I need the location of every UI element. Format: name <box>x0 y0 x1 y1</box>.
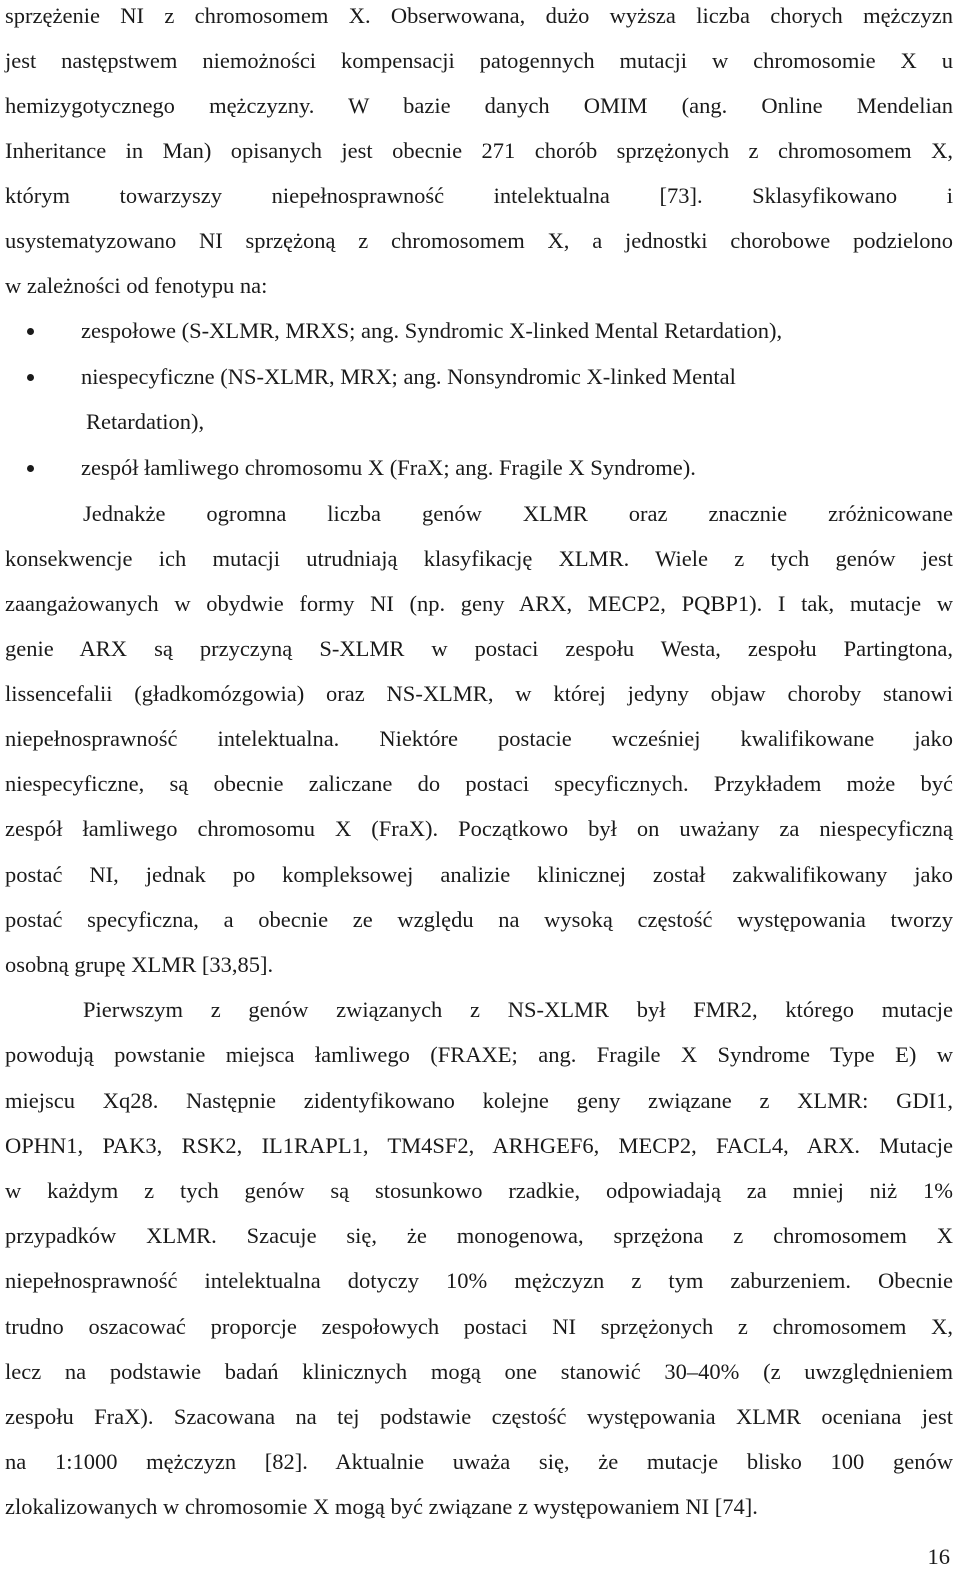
paragraph-1-line: Inheritance in Man) opisanych jest obecnie 271 chorób sprzężonych z chromosomem X, <box>5 138 953 163</box>
bullet-text: niespecyficzne (NS-XLMR, MRX; ang. Nonsyndromic X-linked Mental <box>81 364 736 389</box>
bullet-dot-icon <box>27 465 34 472</box>
paragraph-2-line: konsekwencje ich mutacji utrudniają klasyfikację XLMR. Wiele z tych genów jest <box>5 546 953 571</box>
bullet-item <box>5 362 953 392</box>
paragraph-2-line: postać specyficzna, a obecnie ze względu na wysoką częstość występowania tworzy <box>5 907 953 932</box>
paragraph-1-line: sprzężenie NI z chromosomem X. Obserwowana, dużo wyższa liczba chorych mężczyzn <box>5 3 953 28</box>
bullet-item <box>5 316 953 346</box>
bullet-text: zespołowe (S-XLMR, MRXS; ang. Syndromic X-linked Mental Retardation), <box>81 318 783 343</box>
paragraph-2-line: zespół łamliwego chromosomu X (FraX). Początkowo był on uważany za niespecyficzną <box>5 816 953 841</box>
paragraph-2-line: niespecyficzne, są obecnie zaliczane do postaci specyficznych. Przykładem może być <box>5 771 953 796</box>
paragraph-3-line: przypadków XLMR. Szacuje się, że monogenowa, sprzężona z chromosomem X <box>5 1223 953 1248</box>
paragraph-2-line: genie ARX są przyczyną S-XLMR w postaci zespołu Westa, zespołu Partingtona, <box>5 636 953 661</box>
paragraph-3-line: w każdym z tych genów są stosunkowo rzadkie, odpowiadają za mniej niż 1% <box>5 1178 953 1203</box>
paragraph-3-line: powodują powstanie miejsca łamliwego (FRAXE; ang. Fragile X Syndrome Type E) w <box>5 1042 953 1067</box>
bullet-dot-icon <box>27 374 34 381</box>
paragraph-1-line: w zależności od fenotypu na: <box>5 273 268 298</box>
paragraph-3-line: zlokalizowanych w chromosomie X mogą być związane z występowaniem NI [74]. <box>5 1494 758 1519</box>
paragraph-2-line: Jednakże ogromna liczba genów XLMR oraz znacznie zróżnicowane <box>83 501 953 526</box>
paragraph-1-line: hemizygotycznego mężczyzny. W bazie danych OMIM (ang. Online Mendelian <box>5 93 953 118</box>
paragraph-3-line: na 1:1000 mężczyzn [82]. Aktualnie uważa się, że mutacje blisko 100 genów <box>5 1449 953 1474</box>
paragraph-2-line: niepełnosprawność intelektualna. Niektóre postacie wcześniej kwalifikowane jako <box>5 726 953 751</box>
paragraph-3-line: zespołu FraX). Szacowana na tej podstawie częstość występowania XLMR oceniana jest <box>5 1404 953 1429</box>
paragraph-1-line: którym towarzyszy niepełnosprawność intelektualna [73]. Sklasyfikowano i <box>5 183 953 208</box>
paragraph-3-line: Pierwszym z genów związanych z NS-XLMR był FMR2, którego mutacje <box>83 997 953 1022</box>
bullet-text-continuation: Retardation), <box>86 409 205 434</box>
paragraph-3-line: OPHN1, PAK3, RSK2, IL1RAPL1, TM4SF2, ARHGEF6, MECP2, FACL4, ARX. Mutacje <box>5 1133 953 1158</box>
paragraph-2-line: lissencefalii (gładkomózgowia) oraz NS-XLMR, w której jedyny objaw choroby stanowi <box>5 681 953 706</box>
bullet-item <box>5 453 953 483</box>
bullet-dot-icon <box>27 328 34 335</box>
bullet-text: zespół łamliwego chromosomu X (FraX; ang. Fragile X Syndrome). <box>81 455 696 480</box>
paragraph-3-line: lecz na podstawie badań klinicznych mogą one stanowić 30–40% (z uwzględnieniem <box>5 1359 953 1384</box>
paragraph-1-line: jest następstwem niemożności kompensacji patogennych mutacji w chromosomie X u <box>5 48 953 73</box>
paragraph-3-line: miejscu Xq28. Następnie zidentyfikowano kolejne geny związane z XLMR: GDI1, <box>5 1088 953 1113</box>
paragraph-1-line: usystematyzowano NI sprzężoną z chromosomem X, a jednostki chorobowe podzielono <box>5 228 953 253</box>
paragraph-3-line: niepełnosprawność intelektualna dotyczy 10% mężczyzn z tym zaburzeniem. Obecnie <box>5 1268 953 1293</box>
page-number: 16 <box>927 1544 950 1569</box>
paragraph-2-line: postać NI, jednak po kompleksowej analizie klinicznej został zakwalifikowany jako <box>5 862 953 887</box>
paragraph-2-line: osobną grupę XLMR [33,85]. <box>5 952 274 977</box>
paragraph-2-line: zaangażowanych w obydwie formy NI (np. geny ARX, MECP2, PQBP1). I tak, mutacje w <box>5 591 953 616</box>
paragraph-3-line: trudno oszacować proporcje zespołowych postaci NI sprzężonych z chromosomem X, <box>5 1314 953 1339</box>
